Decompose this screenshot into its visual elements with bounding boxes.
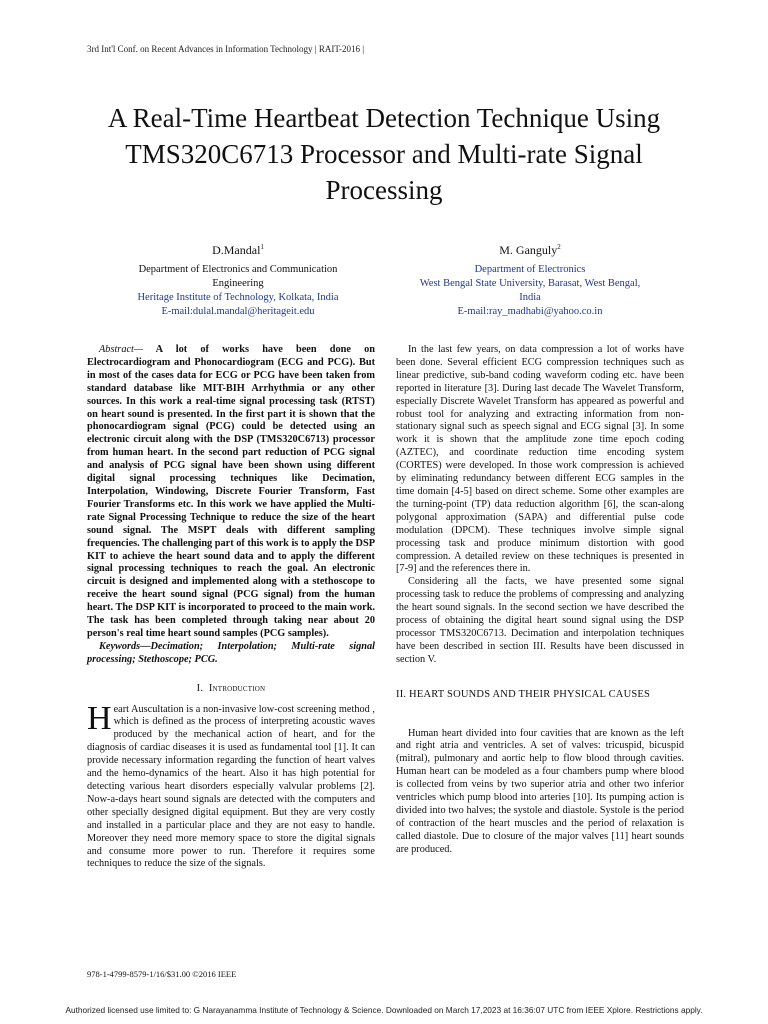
author-email[interactable]: E-mail:dulal.mandal@heritageit.edu [161, 306, 315, 317]
author-dept: Engineering [212, 278, 264, 289]
author-institution: India [519, 292, 541, 303]
isbn-footer: 978-1-4799-8579-1/16/$31.00 ©2016 IEEE [87, 969, 237, 979]
paper-title [40, 100, 728, 208]
keywords: Keywords—Decimation; Interpolation; Multi-rate signal processing; Stethoscope; PCG. [87, 640, 375, 665]
title-line: TMS320C6713 Processor and Multi-rate Signal [125, 139, 643, 169]
body-paragraph: Human heart divided into four cavities that are known as the left and right atria and ventricles. A set of valves: tricuspid, bicuspid (mitral), pulmonary and aortic help to flow blood through cavities. Human heart can be modeled as a four chambers pump where blood is collected from veins by two superior atria and other two inferior ventricles which pump blood into arteries [10]. Its pumping action is divided into two halves; the systole and diastole. Systole is the period of contraction of the heart muscles and the period of relaxation is called diastole. Due to closure of the major valves [11] heart sounds are produced. [396, 727, 684, 855]
author-institution: Heritage Institute of Technology, Kolkata, India [137, 292, 339, 303]
body-paragraph: Considering all the facts, we have presented some signal processing task to reduce the problems of compressing and analyzing the heart sound signals. In the second section we have described the process of obtaining the digital heart sound signal using the DSP processor TMS320C6713. Decimation and interpolation techniques have been described in section III. Results have been discussed in section V. [396, 576, 684, 665]
license-notice: Authorized licensed use limited to: G Narayanamma Institute of Technology & Science. Downloaded on March 17,2023 at 16:36:07 UTC from IEEE Xplore. Restrictions apply. [65, 1005, 703, 1015]
author-block-1 [88, 240, 388, 319]
title-line: A Real-Time Heartbeat Detection Technique Using [107, 103, 661, 133]
section-heading: I. Introduction [196, 682, 266, 694]
abstract: Abstract— A lot of works have been done on Electrocardiogram and Phonocardiogram (ECG and PCG). But in most of the cases data for ECG or PCG have been taken from standard database like MIT-BIH Arrhythmia or any other sources. In this work a real-time signal processing task (RTST) on heart sound is presented. In the first part it is shown that the phonocardiogram signal (PCG) could be detected using an electronic circuit along with the DSP (TMS320C6713) processor from human heart. In the second part reduction of PCG signal and analysis of PCG signal have been shown using different digital signal processing techniques like Decimation, Interpolation, Windowing, Discrete Fourier Transform, Fast Fourier Transforms etc. In this work we have applied the Multi-rate Signal Processing Technique to reduce the size of the heart sound signal. The MSPT deals with different sampling frequencies. The challenging part of this work is to apply the DSP KIT to achieve the heart sound data and to apply the different signal processing techniques to reach the goal. An electronic circuit is designed and implemented along with a stethoscope to receive the heart sound signal (PCG signal) from the human heart. The DSP KIT is incorporated to proceed to the main work. The task has been completed through taking near about 20 person's real time heart sound samples (PCG samples). [87, 344, 375, 639]
intro-paragraph: Heart Auscultation is a non-invasive low-cost screening method , which is defined as the process of interpreting acoustic waves produced by the mechanical action of heart, and for the diagnosis of cardiac diseases it is used as fundamental tool [1]. It can provide necessary information regarding the function of heart valves and the hemo-dynamics of the heart. Also it has high potential for detecting various heart disorders especially valvular problems [2]. Now-a-days heart sound signals are detected with the computers and other specially designed digital equipment. But they are very costly and installed in a particular place and they are not easy to handle. Moreover they need more memory space to store the digital signals and consume more power to run. Therefore it requires some techniques to reduce the size of the signals. [87, 699, 375, 870]
author-email[interactable]: E-mail:ray_madhabi@yahoo.co.in [457, 306, 603, 317]
left-column [87, 344, 375, 871]
body-paragraph: In the last few years, on data compression a lot of works have been done. Several efficient ECG compression techniques such as linear predictive, sub-band coding waveform coding etc. have been reported in literature [3]. During last decade The Wavelet Transform, especially Discrete Wavelet Transform has appeared as powerful and robust tool for analyzing and extracting information from non-stationary signal such as speech signal and ECG signal [3]. In some work it is shown that the amplitude zone time epoch coding (AZTEC), and coordinate reduction time encoding system (CORTES) were developed. In those work compression is achieved by eliminating redundancy between different ECG samples in the time domain [4-5] based on direct scheme. Some other examples are the turning-point (TP) data reduction algorithm [6], the scan-along polygonal approximation (SAPA) and differential pulse code modulation (DPCM). These techniques involve simple signal processing task and produce minimum distortion with good compression. A detailed review on these techniques is presented in [7-9] and the references there in. [396, 344, 684, 575]
section-heading: II. HEART SOUNDS AND THEIR PHYSICAL CAUSES [396, 688, 651, 700]
right-column [396, 344, 684, 857]
conference-header: 3rd Int'l Conf. on Recent Advances in Information Technology | RAIT-2016 | [87, 44, 365, 54]
title-line: Processing [325, 175, 443, 205]
author-dept: Department of Electronics and Communication [138, 264, 338, 275]
author-name: M. Ganguly$^2$ [499, 243, 561, 257]
author-dept: Department of Electronics [474, 264, 586, 275]
author-name: D.Mandal$^1$ [212, 243, 264, 257]
drop-cap: H [87, 699, 112, 737]
author-institution: West Bengal State University, Barasat, West Bengal, [419, 278, 641, 289]
author-block-2 [380, 240, 680, 319]
